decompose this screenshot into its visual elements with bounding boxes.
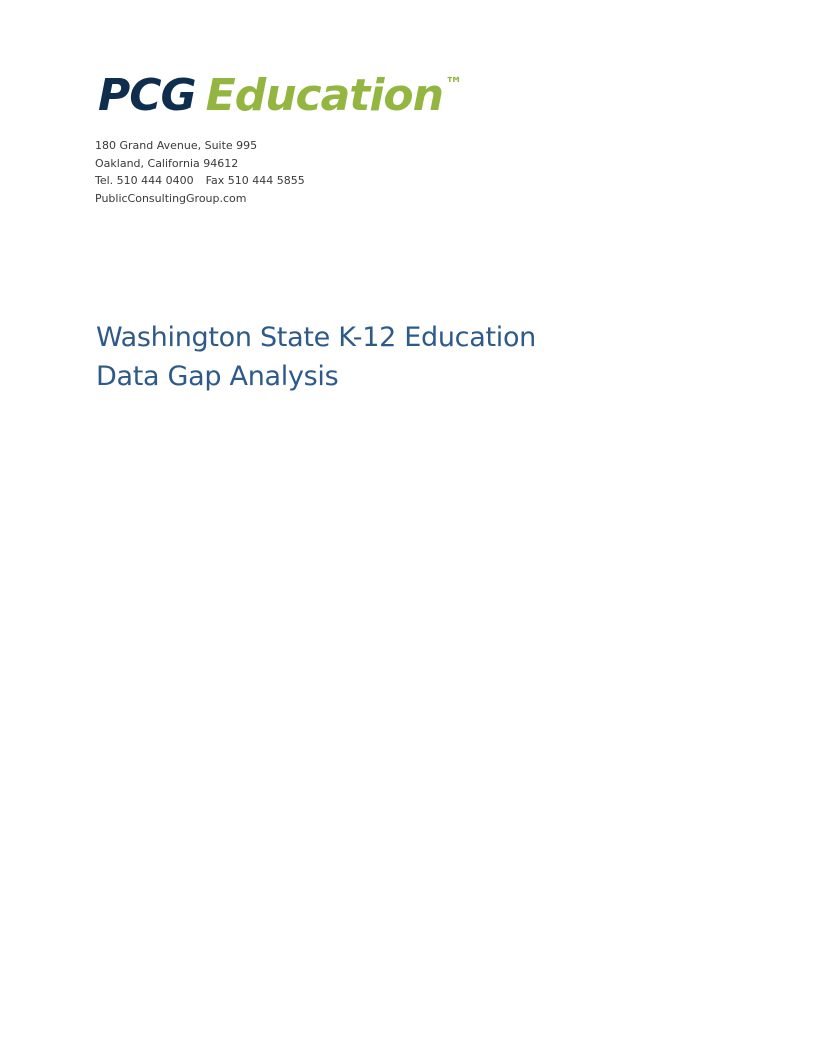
address-fax: Fax 510 444 5855 — [205, 174, 305, 187]
document-title-line-1: Washington State K-12 Education — [96, 322, 536, 353]
address-tel: Tel. 510 444 0400 — [95, 174, 194, 187]
address-phone-fax — [95, 172, 305, 190]
logo-education-text: Education — [205, 70, 443, 121]
document-title — [96, 318, 536, 396]
address-city-state-zip: Oakland, California 94612 — [95, 156, 239, 170]
address-website: PublicConsultingGroup.com — [95, 191, 247, 205]
document-title-line-2: Data Gap Analysis — [96, 361, 339, 392]
logo-pcg-text: PCG — [98, 70, 196, 121]
address-street: 180 Grand Avenue, Suite 995 — [95, 139, 258, 152]
pcg-education-logo — [98, 70, 463, 122]
logo-trademark: ™ — [444, 74, 463, 95]
company-address-block — [95, 137, 305, 207]
